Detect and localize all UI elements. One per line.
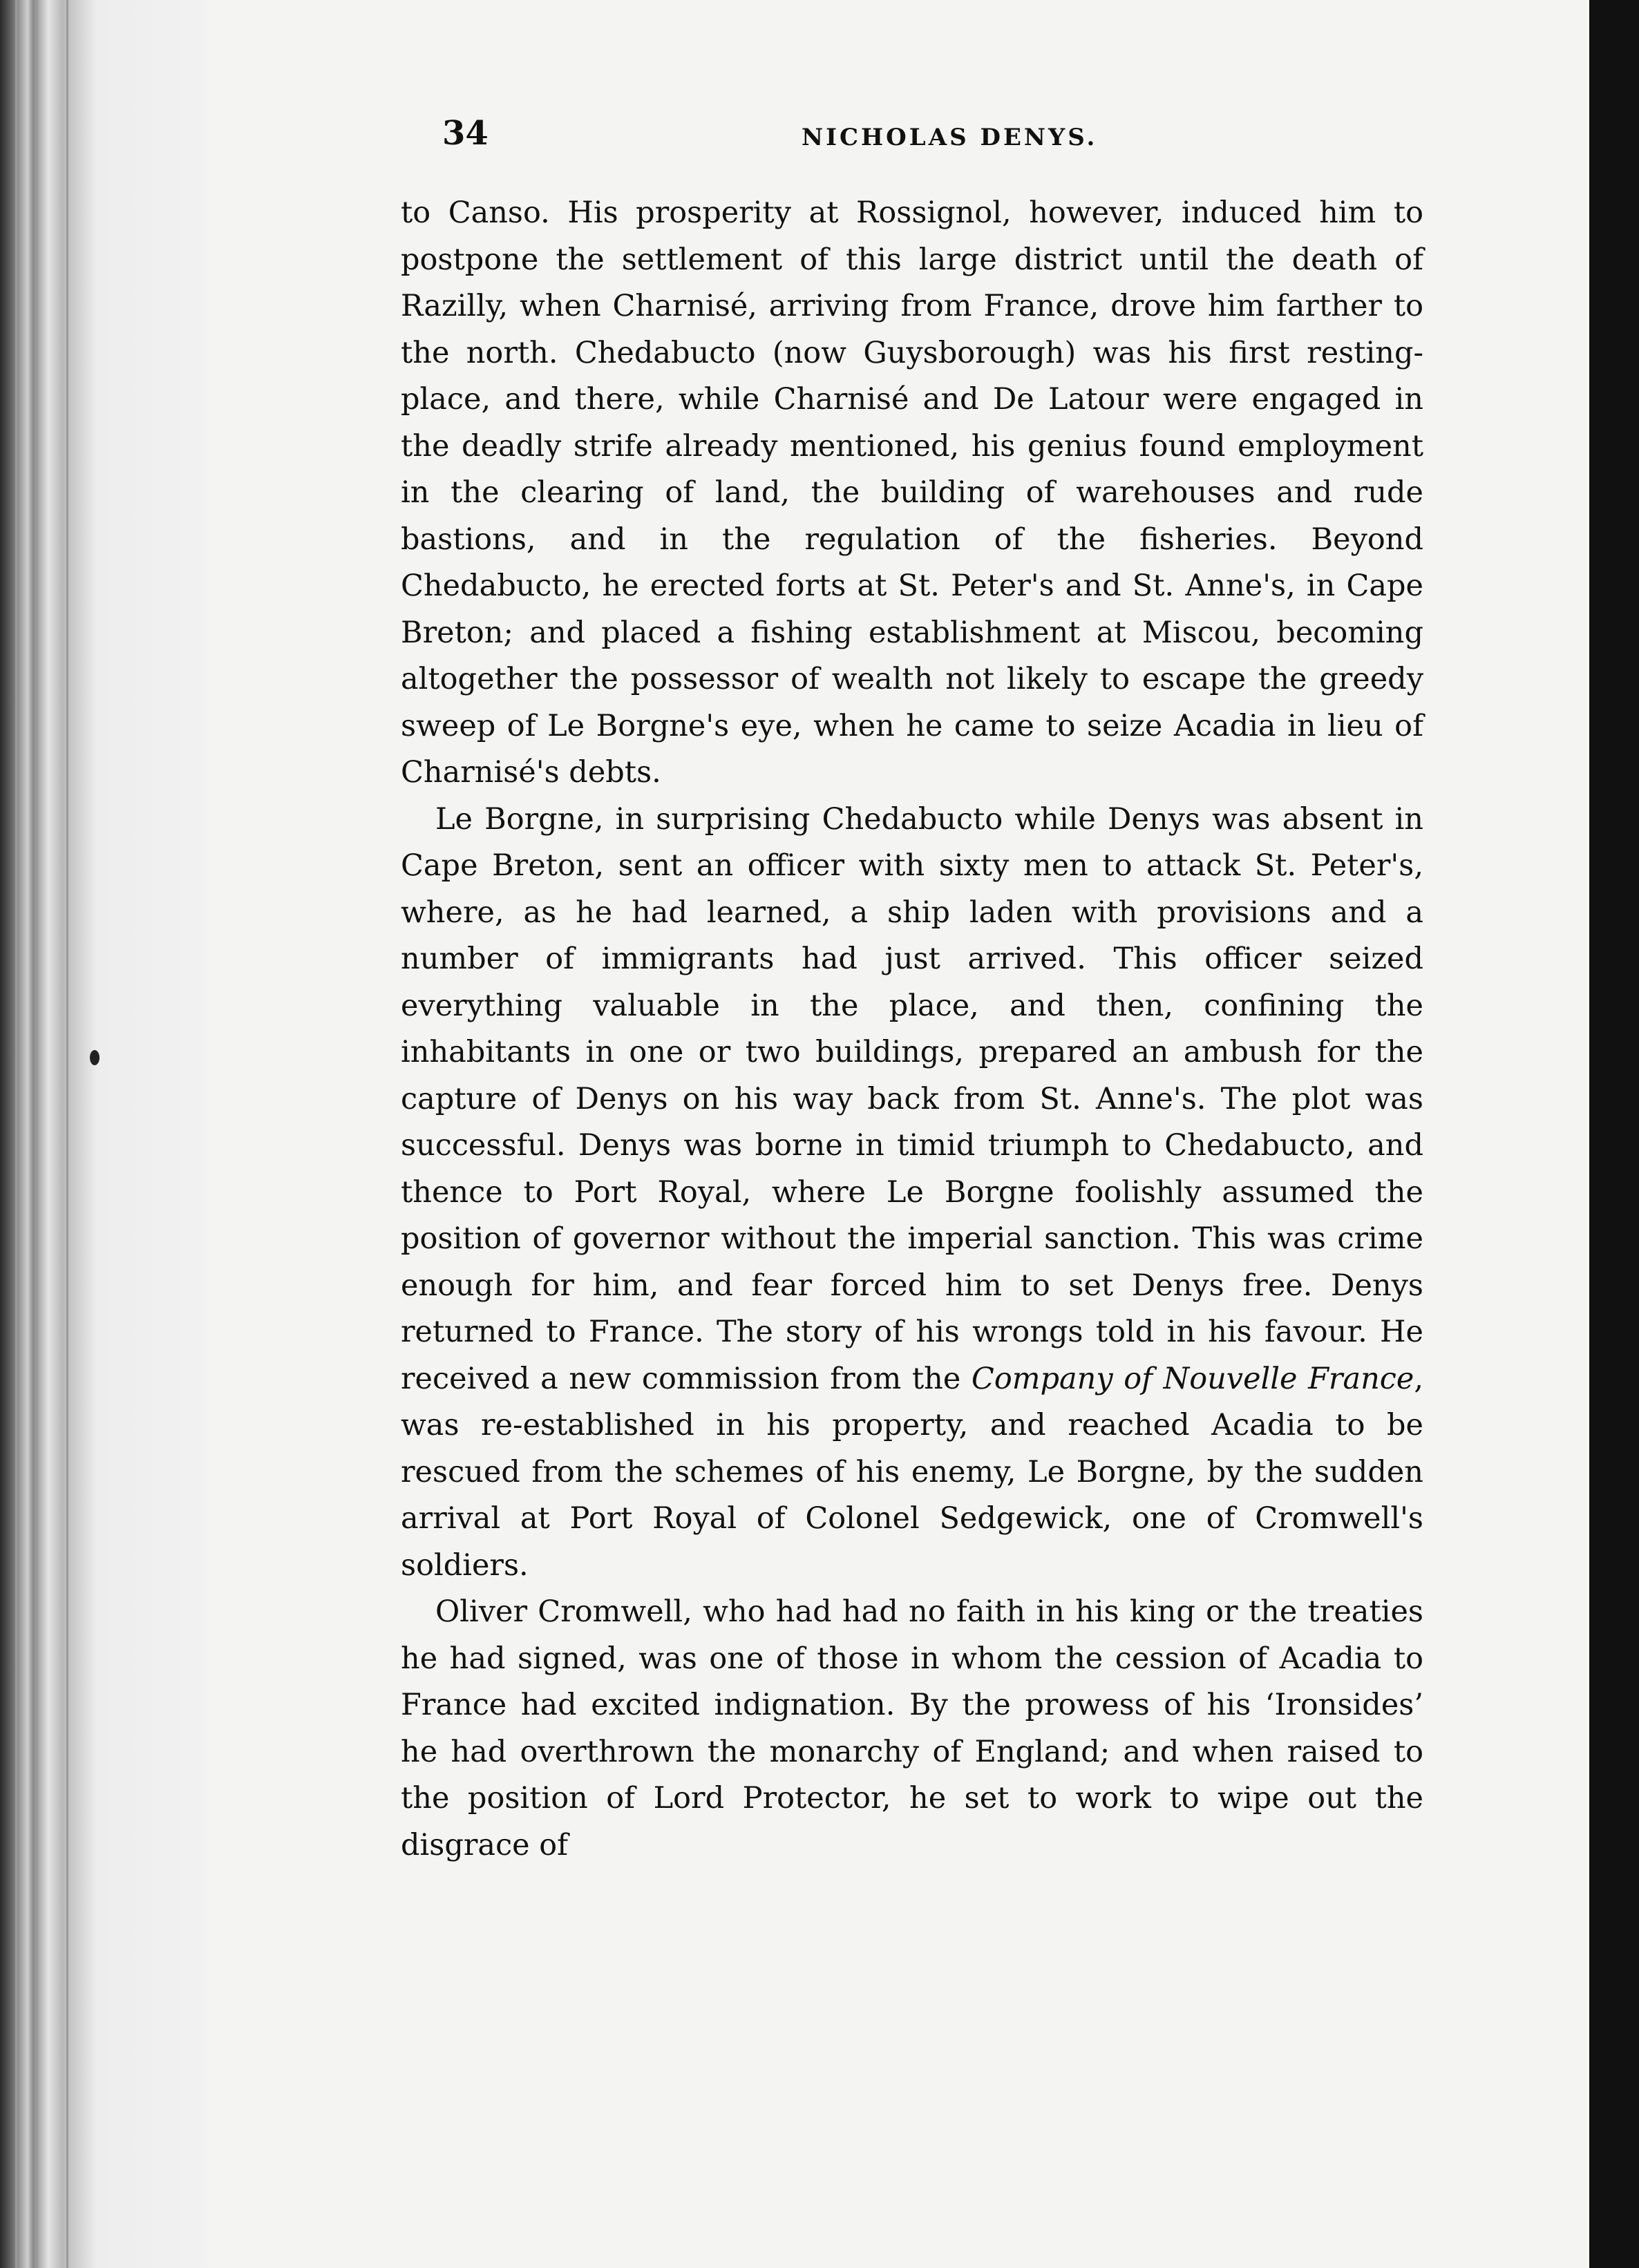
paragraph-text: Oliver Cromwell, who had had no faith in his king or the treaties he had signed, was one of those in whom the cession of Acadia to France had excited indignation. By the prowess of his ‘Ironsides’ he had overthrown the monarchy of England; and when raised to the position of Lord Protector, he set to work to wipe out the disgrace of: [401, 1594, 1423, 1862]
paragraph-text: Le Borgne, in surprising Chedabucto while Denys was absent in Cape Breton, sent an officer with sixty men to attack St. Peter's, where, as he had learned, a ship laden with provisions and a number of immigrants had just arrived. This officer seized everything valuable in the place, and then, confining the inhabitants in one or two buildings, prepared an ambush for the capture of Denys on his way back from St. Anne's. The plot was successful. Denys was borne in timid triumph to Chedabucto, and thence to Port Royal, where Le Borgne foolishly assumed the position of governor without the imperial sanction. This was crime enough for him, and fear forced him to set Denys free. Denys returned to France. The story of his wrongs told in his favour. He received a new commission from the: [401, 801, 1423, 1396]
binding-line: [36, 0, 38, 2268]
book-binding-edge: [0, 0, 214, 2268]
paragraph: [401, 190, 1423, 797]
paragraph-text: , was re-established in his property, and reached Acadia to be rescued from the schemes of his enemy, Le Borgne, by the sudden arrival at Port Royal of Colonel Sedgewick, one of Cromwell's soldiers.: [401, 1361, 1423, 1583]
binding-line: [15, 0, 17, 2268]
page-header: [442, 114, 1430, 155]
paragraph: [401, 797, 1423, 1590]
body-text: [401, 190, 1423, 1869]
scan-background-edge: [1589, 0, 1639, 2268]
paragraph-text: to Canso. His prosperity at Rossignol, however, induced him to postpone the settlement of this large district until the death of Razilly, when Charnisé, arriving from France, drove him farther to the north. Chedabucto (now Guysborough) was his first resting-place, and there, while Charnisé and De Latour were engaged in the deadly strife already mentioned, his genius found employment in the clearing of land, the building of warehouses and rude bastions, and in the regulation of the fisheries. Beyond Chedabucto, he erected forts at St. Peter's and St. Anne's, in Cape Breton; and placed a fishing establishment at Miscou, becoming altogether the possessor of wealth not likely to escape the greedy sweep of Le Borgne's eye, when he came to seize Acadia in lieu of Charnisé's debts.: [401, 196, 1423, 790]
paragraph: [401, 1589, 1423, 1869]
page-number: 34: [442, 114, 489, 153]
running-head: NICHOLAS DENYS.: [802, 124, 1098, 151]
binding-line: [66, 0, 68, 2268]
ink-speck: [90, 1050, 100, 1065]
italic-company-name: Company of Nouvelle France: [971, 1361, 1414, 1396]
